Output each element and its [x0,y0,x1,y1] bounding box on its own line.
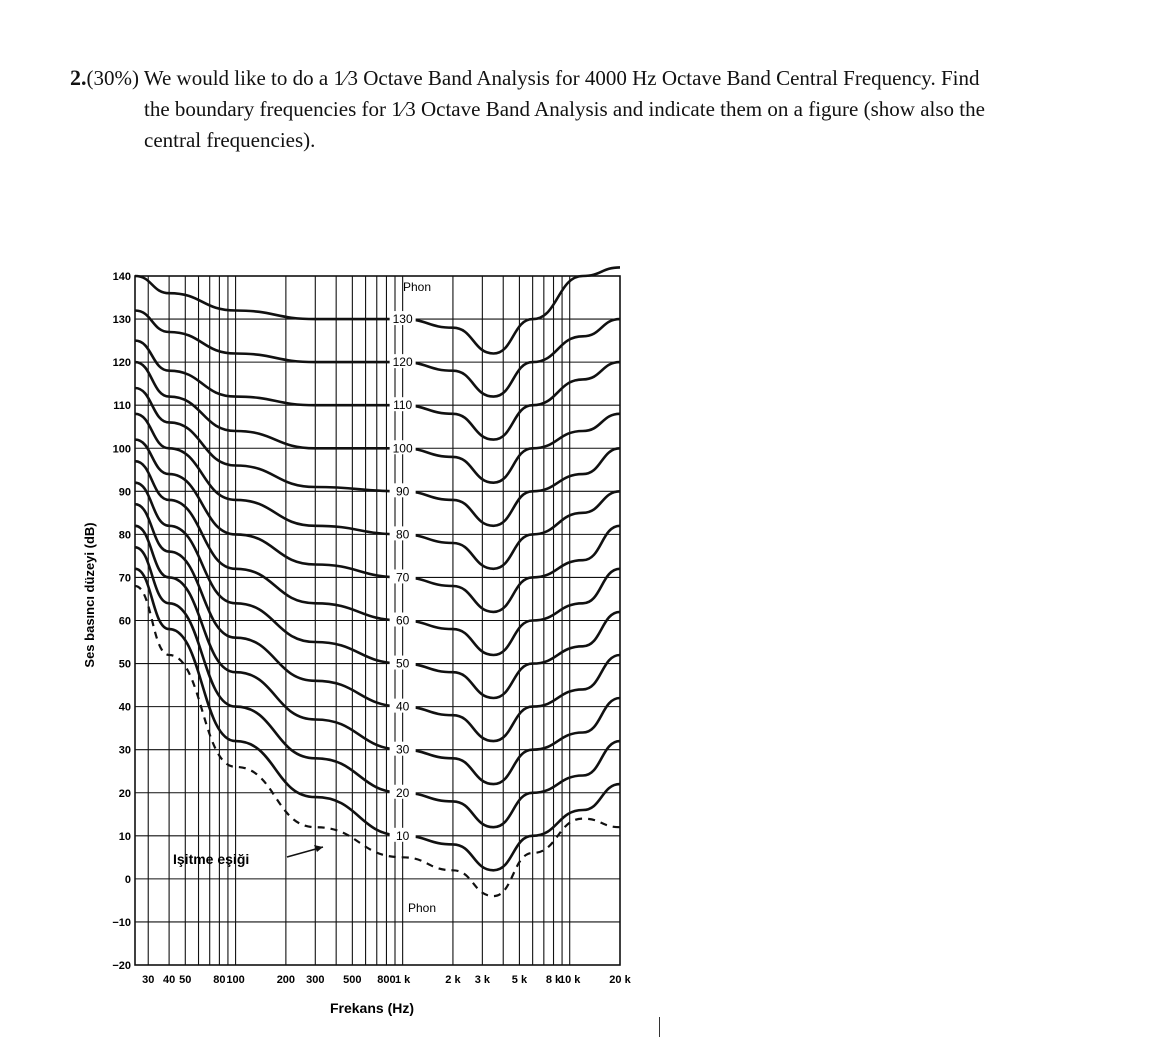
x-tick-label: 2 k [445,974,461,986]
phon-label-100: 100 [392,441,413,456]
y-tick-label: 50 [118,658,131,671]
y-tick-label: 130 [112,314,131,327]
phon-curve-110 [135,341,620,440]
phon-curve-90 [135,388,620,526]
phon-curve-20 [135,547,620,827]
y-tick-label: 20 [118,787,131,800]
x-tick-label: 200 [276,974,296,986]
phon-curve-10 [135,569,620,871]
phon-label-10: 10 [395,828,410,843]
phon-label-80: 80 [395,527,410,542]
phon-label-60: 60 [395,613,410,628]
y-tick-label: 30 [118,744,131,757]
phon-label-40: 40 [395,699,410,714]
y-axis-ticks [112,271,131,972]
phon-curve-120 [135,311,620,397]
y-tick-label: 120 [112,357,131,370]
y-tick-label: 70 [118,572,131,585]
y-tick-label: 90 [118,486,131,499]
x-tick-label: 30 [142,974,155,986]
x-tick-label: 20 k [609,974,631,986]
phon-label-120: 120 [392,355,413,370]
threshold-label: Işitme eşiği [173,851,250,867]
y-axis-title: Ses basıncı düzeyi (dB) [82,522,97,668]
x-tick-label: 500 [343,974,362,986]
x-tick-label: 1 k [394,974,411,986]
y-tick-label: 40 [118,701,131,714]
phon-header-top: Phon [402,280,432,294]
x-tick-label: 3 k [474,974,491,986]
phon-curve-70 [135,440,620,612]
phon-header-bottom: Phon [407,901,437,915]
x-axis-title: Frekans (Hz) [329,1000,415,1016]
y-tick-label: −10 [112,916,131,929]
x-tick-label: 10 k [558,974,581,986]
x-tick-label: 50 [179,974,192,986]
x-axis-ticks [142,974,631,986]
y-tick-label: 60 [118,615,131,628]
x-tick-label: 300 [306,974,325,986]
question-text-line-1: (30%) We would like to do a 1⁄3 Octave Band Analysis for 4000 Hz Octave Band Central Frequency. Find [86,66,980,90]
question-line-2: the boundary frequencies for 1⁄3 Octave Band Analysis and indicate them on a figure (show also the [144,97,985,121]
x-tick-label: 8 k [545,974,562,986]
y-tick-label: 80 [118,529,131,542]
y-tick-label: 0 [124,873,131,886]
y-tick-label: 110 [113,400,131,413]
phon-label-110: 110 [393,398,413,413]
question-number: 2. [70,65,87,90]
x-tick-label: 40 [162,974,176,986]
phon-label-50: 50 [395,656,410,671]
phon-curve-100 [135,362,620,483]
question-line-3: central frequencies). [144,128,316,152]
x-tick-label: 100 [226,974,245,986]
phon-curve-130 [135,267,620,353]
y-tick-label: 140 [112,271,131,283]
y-tick-label: 10 [118,830,131,843]
x-tick-label: 5 k [511,974,528,986]
phon-label-70: 70 [395,570,410,585]
x-tick-label: 800 [377,974,396,986]
phon-label-30: 30 [395,742,410,757]
phon-curve-30 [135,526,620,784]
text-cursor [659,1017,660,1037]
y-tick-label: 100 [112,443,131,456]
y-tick-label: −20 [112,960,131,972]
threshold-curve [135,586,620,896]
phon-label-90: 90 [395,484,410,499]
phon-label-20: 20 [395,785,410,800]
x-tick-label: 80 [213,974,226,986]
phon-label-130: 130 [392,312,413,327]
